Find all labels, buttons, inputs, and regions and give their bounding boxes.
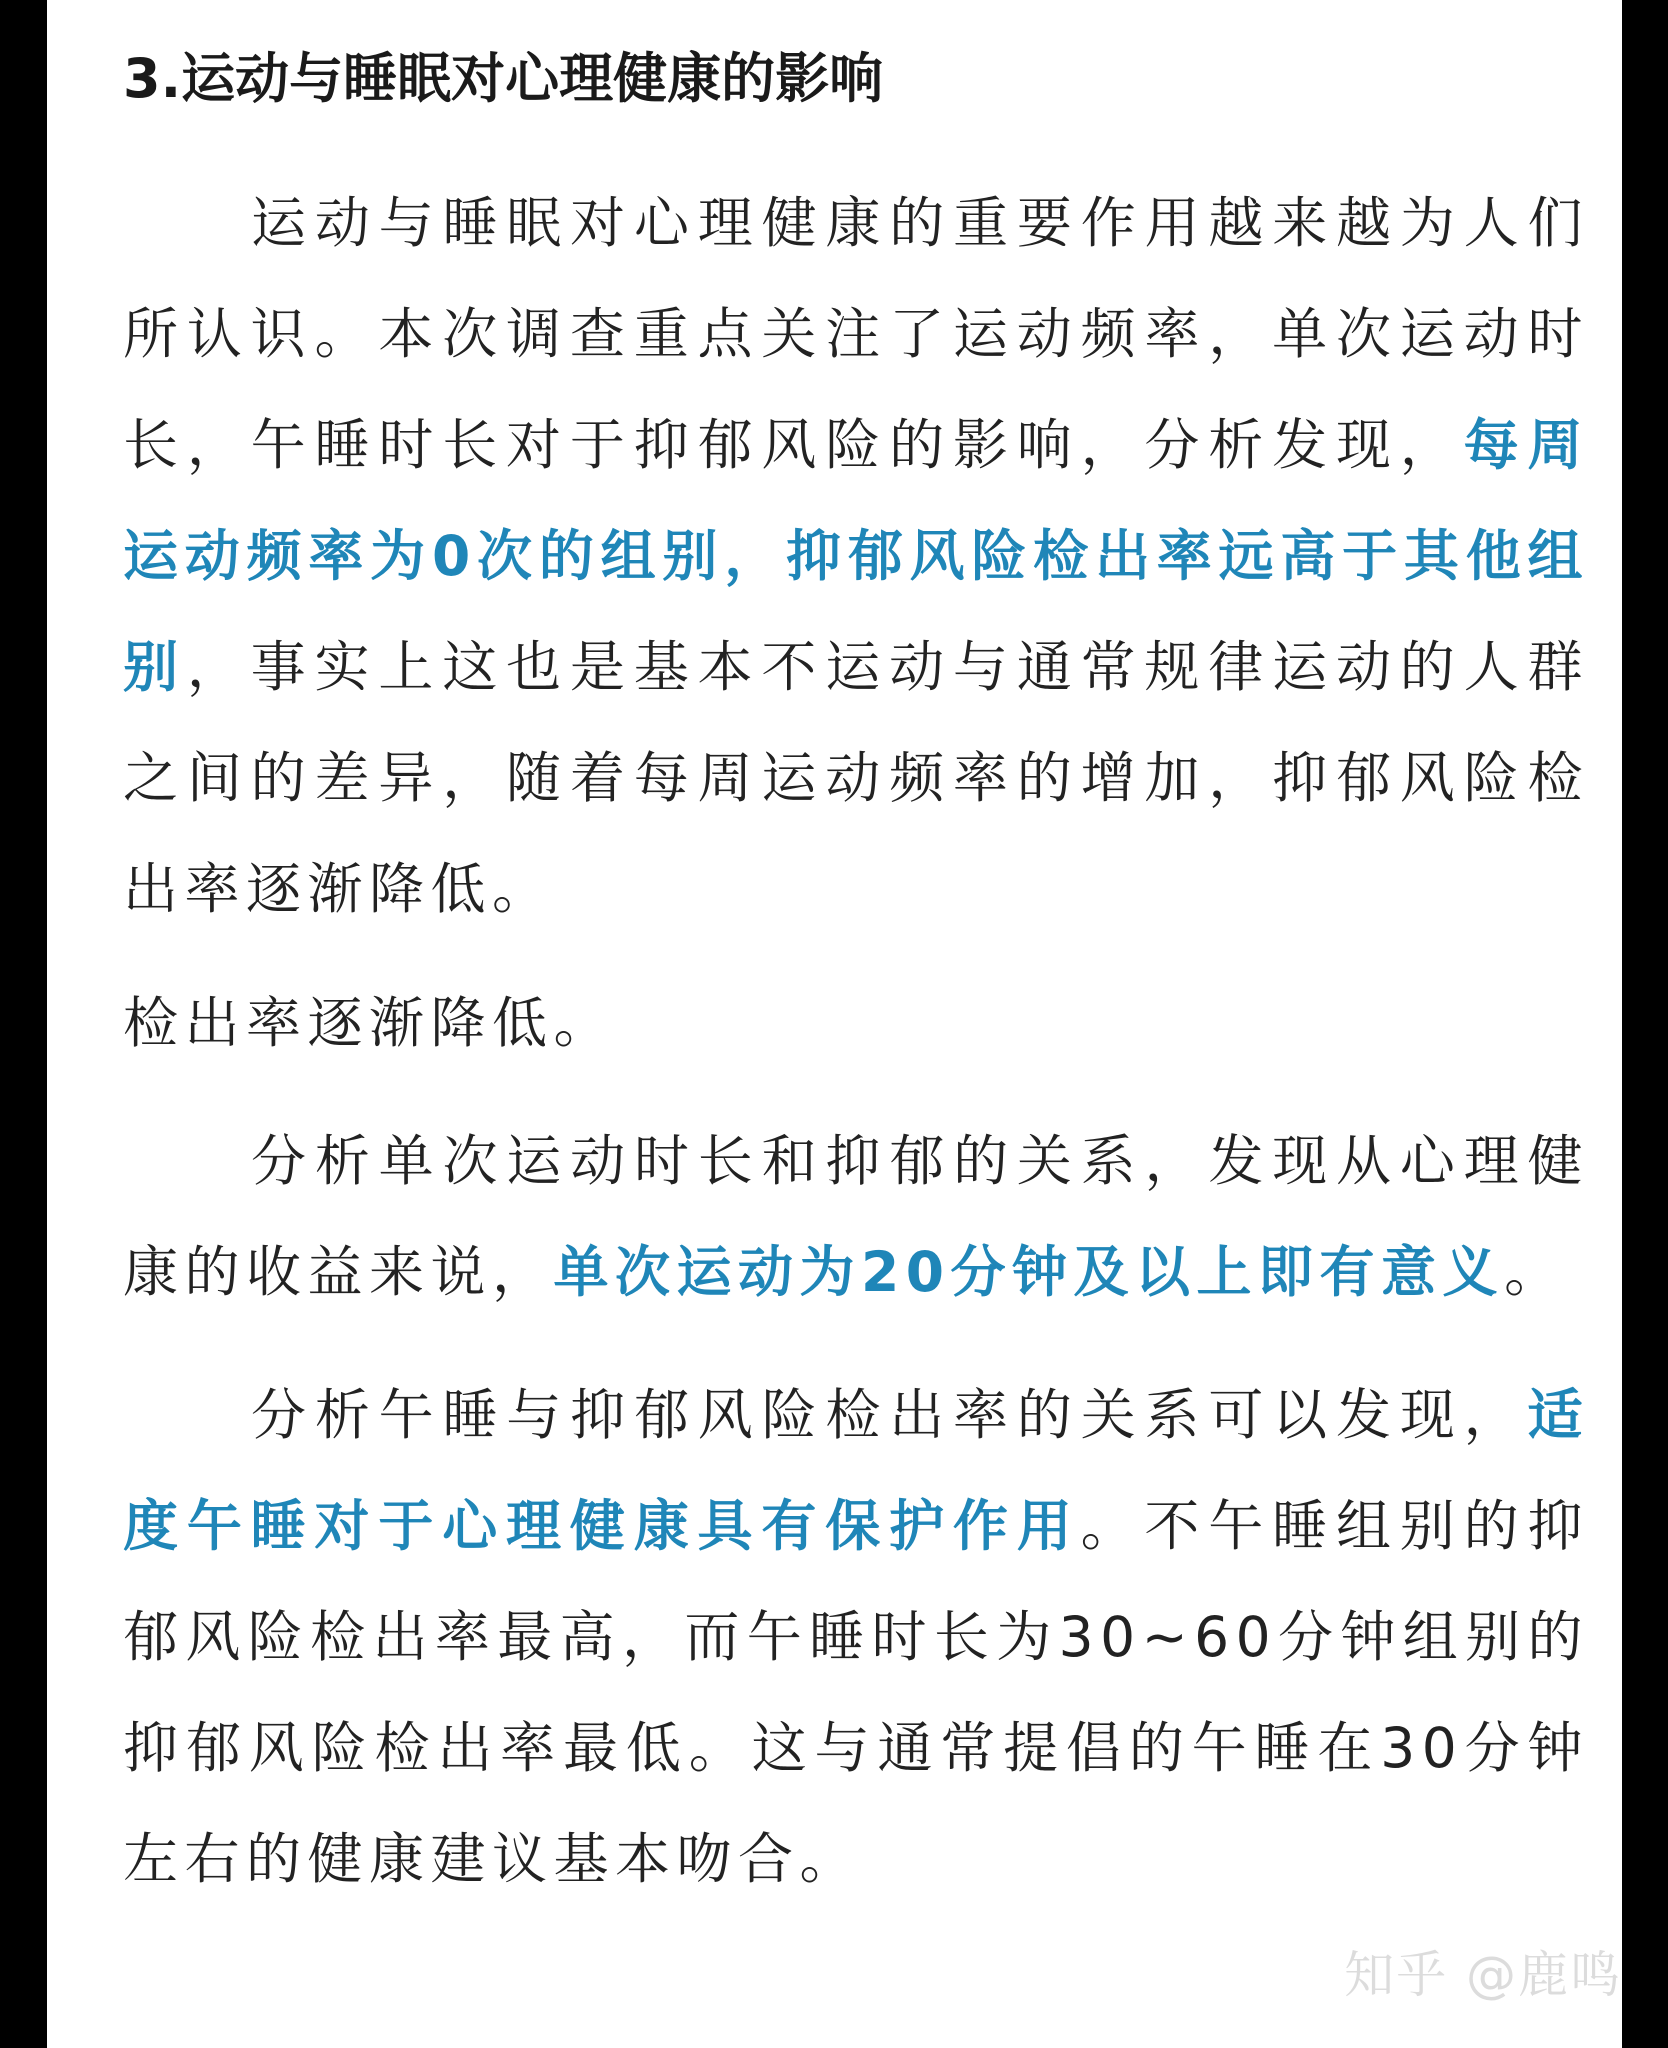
paragraph-nap (123, 1360, 1589, 1915)
highlight-text: 单次运动为20分钟及以上即有意义 (553, 1240, 1505, 1304)
paragraph-text: 。 (1504, 1240, 1566, 1304)
paragraph-exercise-frequency (123, 168, 1589, 945)
highlight-text: 每周运动频率为0次的组别，抑郁风险检出率远高于其他组别 (123, 413, 1589, 699)
paragraph-text: 分析单次运动时长和抑郁的关系，发现从心理健康的收益来说， (123, 1129, 1589, 1304)
section-heading: 3.运动与睡眠对心理健康的影响 (123, 47, 884, 110)
paragraph-text: ，事实上这也是基本不运动与通常规律运动的人群之间的差异，随着每周运动频率的增加，抑郁风险检出率逐渐降低。 (123, 635, 1589, 921)
repeated-line: 检出率逐渐降低。 (123, 991, 616, 1055)
paragraph-text: 分析午睡与抑郁风险检出率的关系可以发现， (251, 1383, 1528, 1447)
article-page (47, 0, 1622, 2048)
paragraph-text: 。不午睡组别的抑郁风险检出率最高，而午睡时长为30~60分钟组别的抑郁风险检出率最低。这与通常提倡的午睡在30分钟左右的健康建议基本吻合。 (123, 1494, 1589, 1891)
zhihu-watermark: 知乎 @鹿鸣 (1344, 1946, 1622, 2004)
paragraph-text: 运动与睡眠对心理健康的重要作用越来越为人们所认识。本次调查重点关注了运动频率，单次运动时长，午睡时长对于抑郁风险的影响，分析发现， (123, 191, 1589, 477)
highlight-text: 适度午睡对于心理健康具有保护作用 (123, 1383, 1589, 1558)
paragraph-exercise-duration (123, 1106, 1589, 1328)
